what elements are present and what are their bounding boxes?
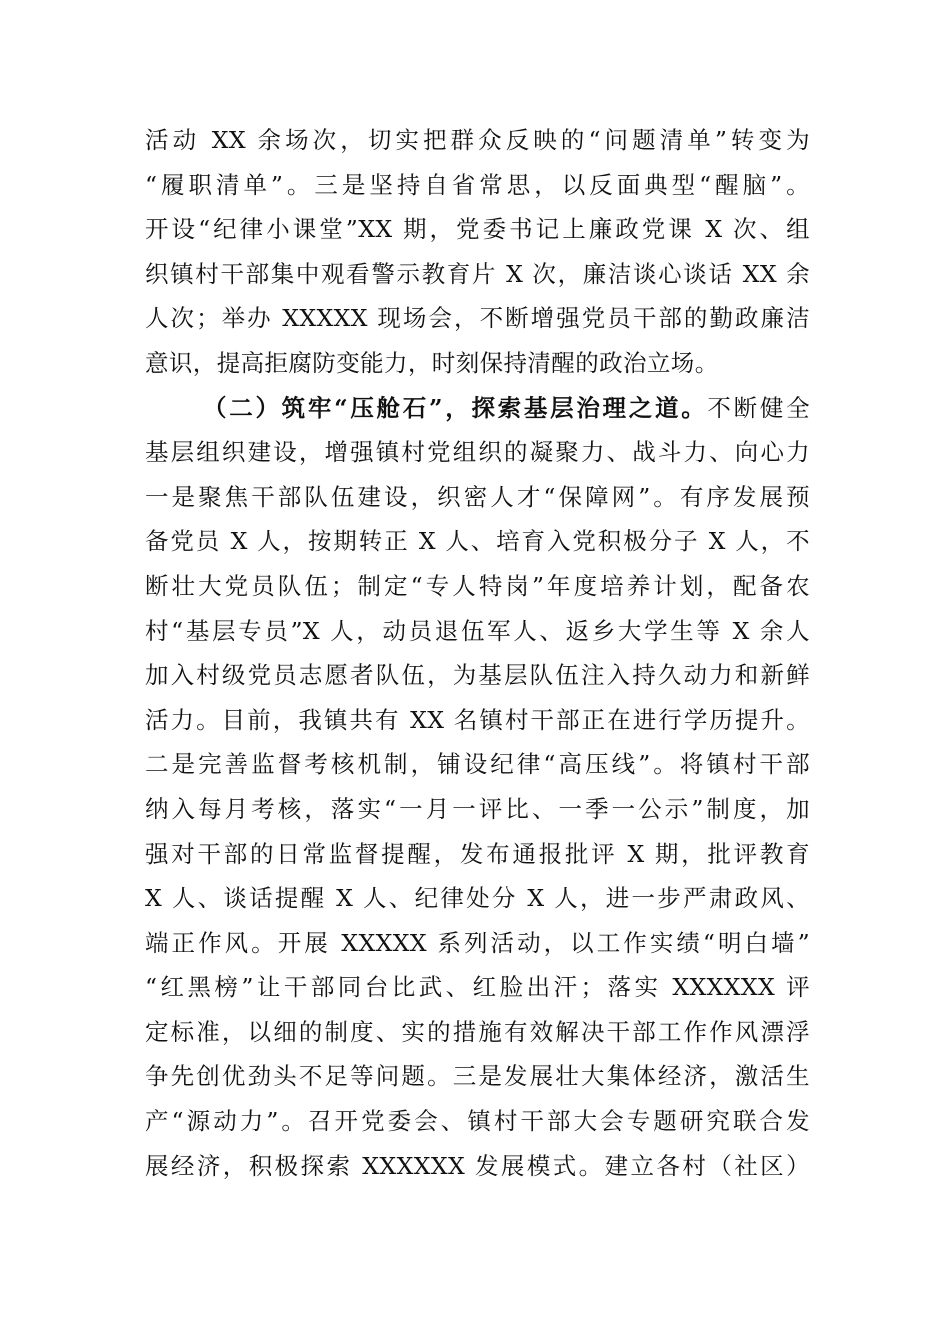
text-line: 纳入每月考核，落实“一月一评比、一季一公示”制度，加 (145, 794, 810, 823)
text-line: 强对干部的日常监督提醒，发布通报批评 X 期，批评教育 (145, 839, 810, 868)
text-line: X 人、谈话提醒 X 人、纪律处分 X 人，进一步严肃政风、 (145, 884, 810, 913)
text-line: 备党员 X 人，按期转正 X 人、培育入党积极分子 X 人，不 (145, 527, 810, 556)
text-line: 人次；举办 XXXXX 现场会，不断增强党员干部的勤政廉洁 (145, 304, 810, 333)
section-heading: （二）筑牢“压舱石”，探索基层治理之道。 (203, 393, 708, 422)
text-line: 二是完善监督考核机制，铺设纪律“高压线”。将镇村干部 (145, 750, 810, 779)
text-line: 织镇村干部集中观看警示教育片 X 次，廉洁谈心谈话 XX 余 (145, 259, 810, 288)
text-line: “履职清单”。三是坚持自省常思，以反面典型“醒脑”。 (145, 170, 810, 199)
text-line: 端正作风。开展 XXXXX 系列活动，以工作实绩“明白墙” (145, 928, 810, 957)
text-line: 开设“纪律小课堂”XX 期，党委书记上廉政党课 X 次、组 (145, 215, 810, 244)
text-line: 意识，提高拒腐防变能力，时刻保持清醒的政治立场。 (145, 348, 719, 377)
text-line: 加入村级党员志愿者队伍，为基层队伍注入持久动力和新鲜 (145, 661, 810, 690)
body-text (145, 118, 810, 1188)
text-line: 村“基层专员”X 人，动员退伍军人、返乡大学生等 X 余人 (145, 616, 810, 645)
text-line: 活动 XX 余场次，切实把群众反映的“问题清单”转变为 (145, 126, 810, 154)
text-line: 定标准，以细的制度、实的措施有效解决干部工作作风漂浮 (145, 1017, 810, 1046)
text-line: 展经济，积极探索 XXXXXX 发展模式。建立各村（社区） (145, 1151, 810, 1180)
text-line: 争先创优劲头不足等问题。三是发展壮大集体经济，激活生 (145, 1062, 810, 1091)
text-line: 活力。目前，我镇共有 XX 名镇村干部正在进行学历提升。 (145, 705, 810, 734)
section-heading-tail: 不断健全 (707, 393, 810, 422)
section-heading-line (145, 386, 810, 431)
text-line: 基层组织建设，增强镇村党组织的凝聚力、战斗力、向心力 (145, 438, 810, 467)
text-line: “红黑榜”让干部同台比武、红脸出汗；落实 XXXXXX 评 (145, 973, 810, 1002)
text-line: 产“源动力”。召开党委会、镇村干部大会专题研究联合发 (145, 1107, 810, 1136)
text-line: 断壮大党员队伍；制定“专人特岗”年度培养计划，配备农 (145, 571, 810, 600)
text-line: 一是聚焦干部队伍建设，织密人才“保障网”。有序发展预 (145, 482, 810, 511)
